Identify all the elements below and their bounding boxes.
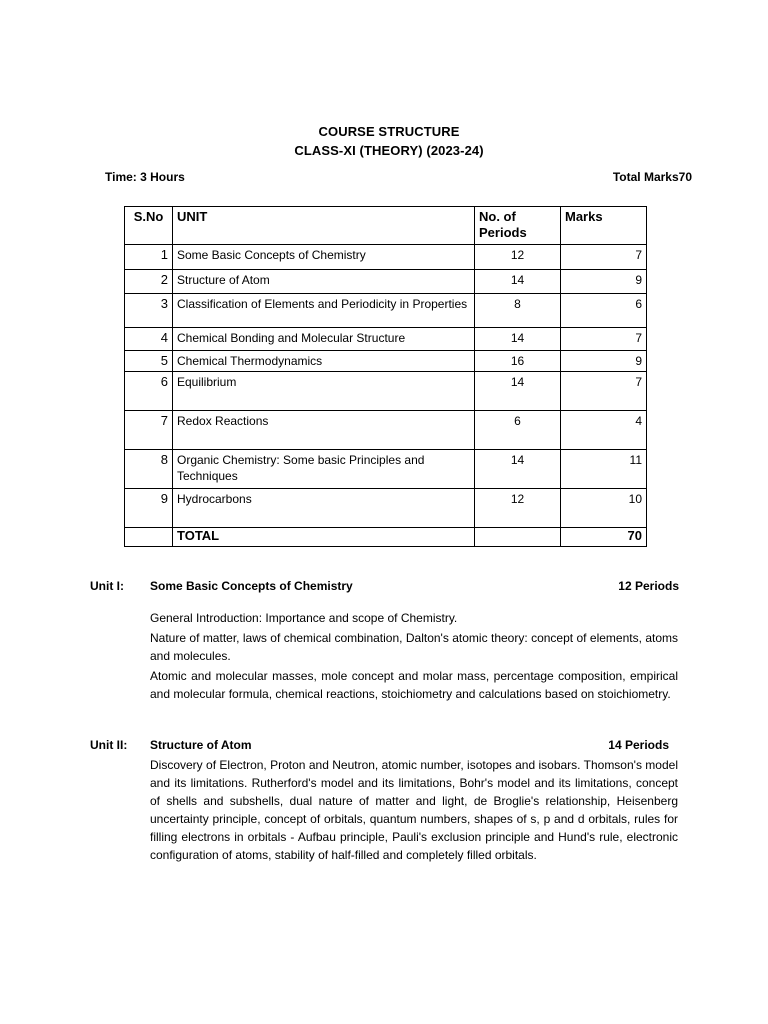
column-header-unit: UNIT [173, 207, 475, 245]
unit-number: Unit II: [90, 738, 128, 752]
unit-section [90, 738, 680, 864]
table-row [125, 245, 647, 270]
row-periods: 14 [475, 450, 561, 489]
table-row [125, 328, 647, 351]
unit-heading [90, 738, 680, 756]
column-header-marks: Marks [561, 207, 647, 245]
table-row [125, 489, 647, 528]
exam-time: Time: 3 Hours [105, 170, 185, 184]
unit-section [90, 579, 680, 703]
table-row [125, 270, 647, 294]
total-empty-cell [125, 528, 173, 547]
row-sno: 8 [125, 450, 173, 489]
row-sno: 3 [125, 294, 173, 328]
row-unit: Classification of Elements and Periodicity in Properties [173, 294, 475, 328]
column-header-sno: S.No [125, 207, 173, 245]
row-unit: Chemical Bonding and Molecular Structure [173, 328, 475, 351]
unit-paragraph: Discovery of Electron, Proton and Neutron, atomic number, isotopes and isobars. Thomson's model and its limitations. Rutherford's model and its limitations, Bohr's model and its limitations, concept of shells and subshells, dual nature of matter and light, de Broglie's relationship, Heisenberg uncertainty principle, concept of orbitals, quantum numbers, shapes of s, p and d orbitals, rules for filling electrons in orbitals - Aufbau principle, Pauli's exclusion principle and Hund's rule, electronic configuration of atoms, stability of half-filled and completely filled orbitals. [150, 758, 678, 862]
row-unit: Equilibrium [173, 372, 475, 411]
row-unit: Structure of Atom [173, 270, 475, 294]
row-sno: 6 [125, 372, 173, 411]
row-sno: 5 [125, 351, 173, 372]
row-periods: 8 [475, 294, 561, 328]
row-marks: 9 [561, 270, 647, 294]
row-marks: 4 [561, 411, 647, 450]
total-periods-cell [475, 528, 561, 547]
table-row [125, 372, 647, 411]
table-total-row [125, 528, 647, 547]
row-unit: Organic Chemistry: Some basic Principles and Techniques [173, 450, 475, 489]
row-unit: Some Basic Concepts of Chemistry [173, 245, 475, 270]
row-periods: 6 [475, 411, 561, 450]
table-header-row [125, 207, 647, 245]
row-periods: 14 [475, 328, 561, 351]
row-periods: 16 [475, 351, 561, 372]
row-sno: 7 [125, 411, 173, 450]
column-header-periods: No. of Periods [475, 207, 561, 245]
row-periods: 12 [475, 489, 561, 528]
row-sno: 9 [125, 489, 173, 528]
row-marks: 11 [561, 450, 647, 489]
unit-paragraph: General Introduction: Importance and scope of Chemistry. [150, 611, 458, 625]
unit-description [150, 756, 678, 864]
unit-number: Unit I: [90, 579, 124, 593]
table-row [125, 294, 647, 328]
unit-name: Some Basic Concepts of Chemistry [150, 579, 353, 593]
row-sno: 2 [125, 270, 173, 294]
row-sno: 4 [125, 328, 173, 351]
row-marks: 7 [561, 328, 647, 351]
table-row [125, 411, 647, 450]
unit-periods: 14 Periods [608, 738, 669, 752]
total-marks: 70 [561, 528, 647, 547]
row-marks: 10 [561, 489, 647, 528]
row-marks: 7 [561, 245, 647, 270]
row-periods: 12 [475, 245, 561, 270]
row-marks: 7 [561, 372, 647, 411]
total-label: TOTAL [173, 528, 475, 547]
course-structure-table [124, 206, 647, 547]
unit-periods: 12 Periods [618, 579, 679, 593]
unit-description [150, 609, 678, 703]
unit-paragraph: Nature of matter, laws of chemical combination, Dalton's atomic theory: concept of elements, atoms and molecules. [150, 631, 678, 663]
row-marks: 9 [561, 351, 647, 372]
row-periods: 14 [475, 270, 561, 294]
table-row [125, 450, 647, 489]
page-subtitle: CLASS-XI (THEORY) (2023-24) [294, 143, 484, 158]
row-sno: 1 [125, 245, 173, 270]
unit-name: Structure of Atom [150, 738, 252, 752]
exam-total-marks: Total Marks70 [612, 170, 692, 184]
unit-paragraph: Atomic and molecular masses, mole concept and molar mass, percentage composition, empirical and molecular formula, chemical reactions, stoichiometry and calculations based on stoichiometry. [150, 669, 678, 701]
row-unit: Chemical Thermodynamics [173, 351, 475, 372]
unit-heading [90, 579, 680, 597]
row-marks: 6 [561, 294, 647, 328]
page-title: COURSE STRUCTURE [318, 124, 460, 139]
row-unit: Hydrocarbons [173, 489, 475, 528]
table-row [125, 351, 647, 372]
row-unit: Redox Reactions [173, 411, 475, 450]
row-periods: 14 [475, 372, 561, 411]
